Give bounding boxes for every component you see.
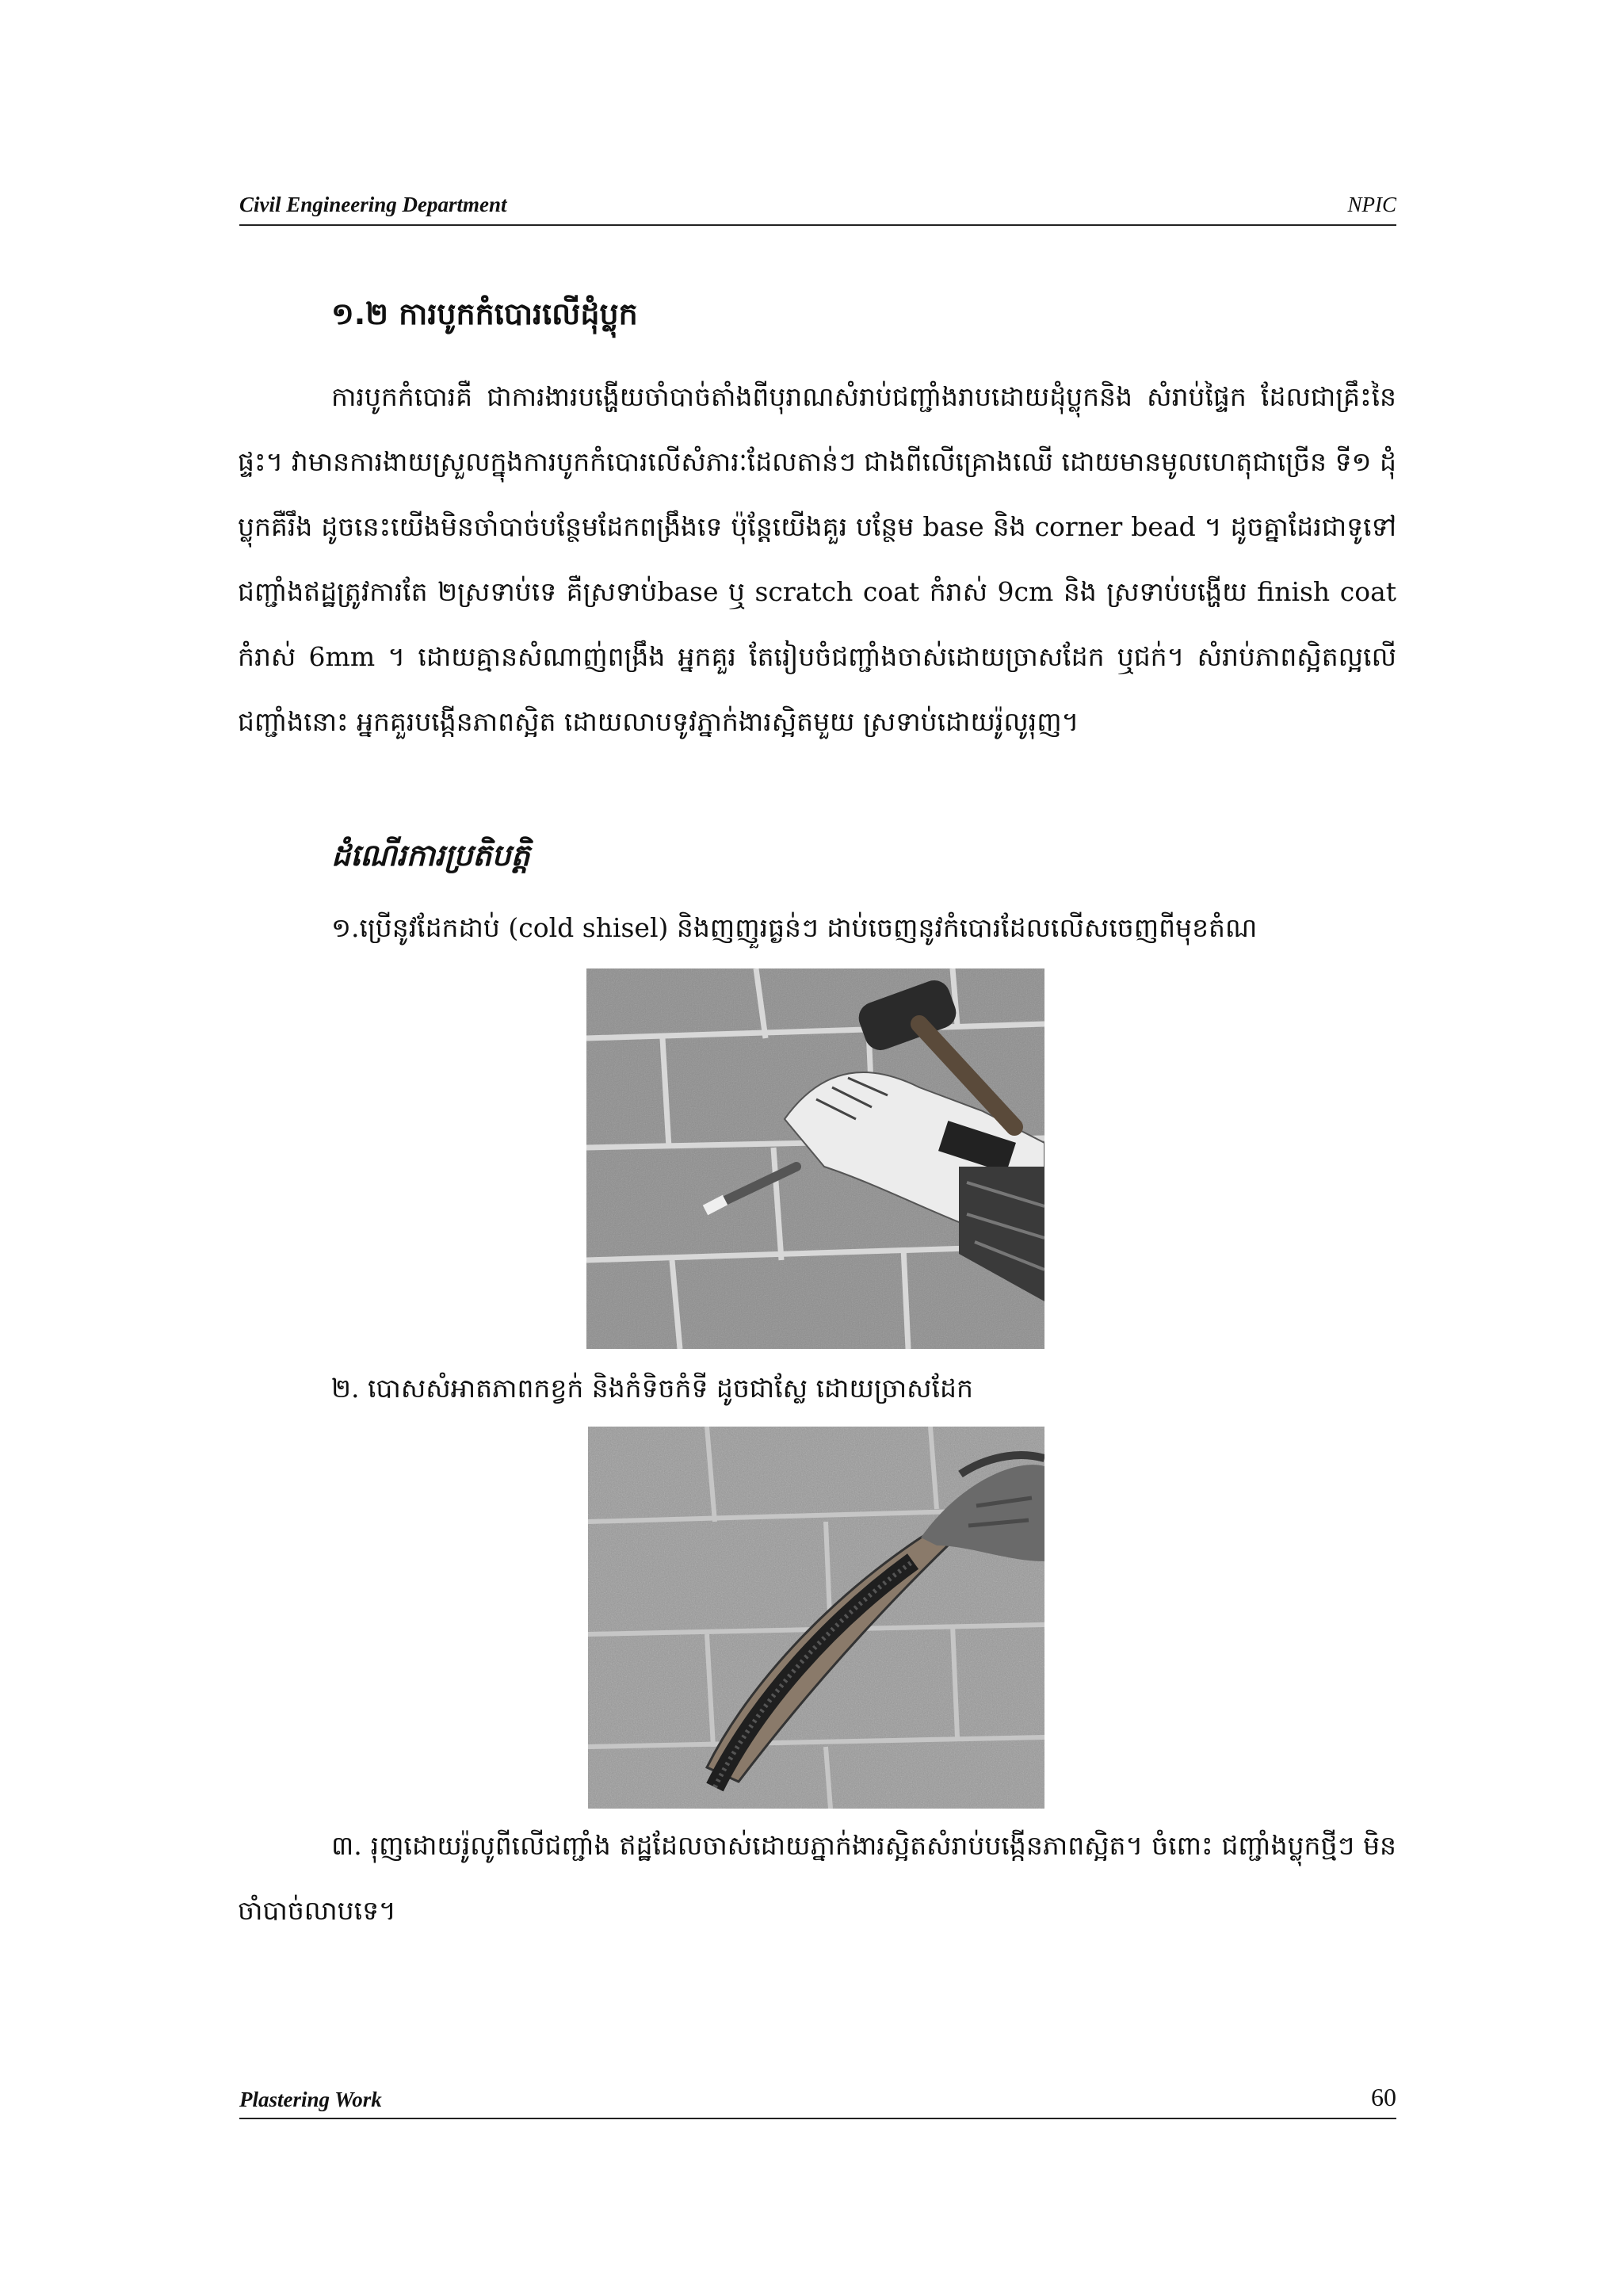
footer-chapter-title: Plastering Work bbox=[239, 2088, 382, 2111]
intro-paragraph: ការបូកកំបោរគឺ ជាការងារបង្ហើយចាំបាច់តាំងពីបុរាណសំរាប់ជញ្ជាំងរាបដោយដុំប្លុកនិង សំរាប់ផ្ទៃក ដែលជាគ្រឹះនៃផ្ទះ។ វាមានការងាយស្រួលក្នុងការបូកកំបោរលើសំភារៈដែលតាន់ៗ ជាងពីលើគ្រោងឈើ ដោយមានមូលហេតុជាច្រើន ទី១ ដុំប្លុកគឺរឹង ដូចនេះយើងមិនចាំបាច់បន្ថែមដែកពង្រឹងទេ ប៉ុន្តែយើងគួរ បន្ថែម base និង corner bead ។ ដូចគ្នាដែរជាទូទៅជញ្ជាំងឥដ្ឋត្រូវការតែ ២ស្រទាប់ទេ គឺស្រទាប់base ឬ scratch coat កំរាស់ 9cm និង ស្រទាប់បង្ហើយ finish coat កំរាស់ 6mm ។ ដោយគ្មានសំណាញ់ពង្រឹង អ្នកគួរ តែរៀបចំជញ្ជាំងចាស់ដោយច្រាសដែក ឬជក់។ សំរាប់ភាពស្អិតល្អលើជញ្ជាំងនោះ អ្នកគួរបង្កើនភាពស្អិត ដោយលាបទូវភ្នាក់ងារស្អិតមួយ ស្រទាប់ដោយរ៉ូលូរុញ។ bbox=[238, 381, 1396, 737]
footer-rule bbox=[239, 2118, 1396, 2119]
section-title: ១.២ ការបូកកំបោរលើដុំប្លុក bbox=[331, 296, 638, 331]
header-institution: NPIC bbox=[1347, 193, 1396, 216]
procedure-heading: ដំណើរការប្រតិបត្តិ bbox=[331, 838, 530, 873]
step-2-text: ២. បោសសំអាតភាពកខ្វក់ និងកំទិចកំទី ដូចជាស្លែ ដោយច្រាសដែក bbox=[331, 1373, 973, 1404]
page-header bbox=[239, 193, 1396, 226]
step-1-text: ១.ប្រើនូវដែកដាប់ (cold shisel) និងញញួរធ្ងន់ៗ ដាប់ចេញនូវកំបោរដែលលើសចេញពីមុខតំណ bbox=[331, 912, 1258, 943]
photo-wire-brush-cleaning bbox=[588, 1427, 1044, 1809]
photo-chiseling-mortar bbox=[586, 968, 1044, 1349]
step-3-text: ៣. រុញដោយរ៉ូលូពីលើជញ្ជាំង ឥដ្ឋដែលចាស់ដោយភ្នាក់ងារស្អិតសំរាប់បង្កើនភាពស្អិត។ ចំពោះ ជញ្ជាំងប្លុកថ្មីៗ មិនចាំបាច់លាបទេ។ bbox=[238, 1830, 1396, 1926]
header-department: Civil Engineering Department bbox=[239, 193, 507, 216]
page-number: 60 bbox=[1371, 2083, 1396, 2111]
